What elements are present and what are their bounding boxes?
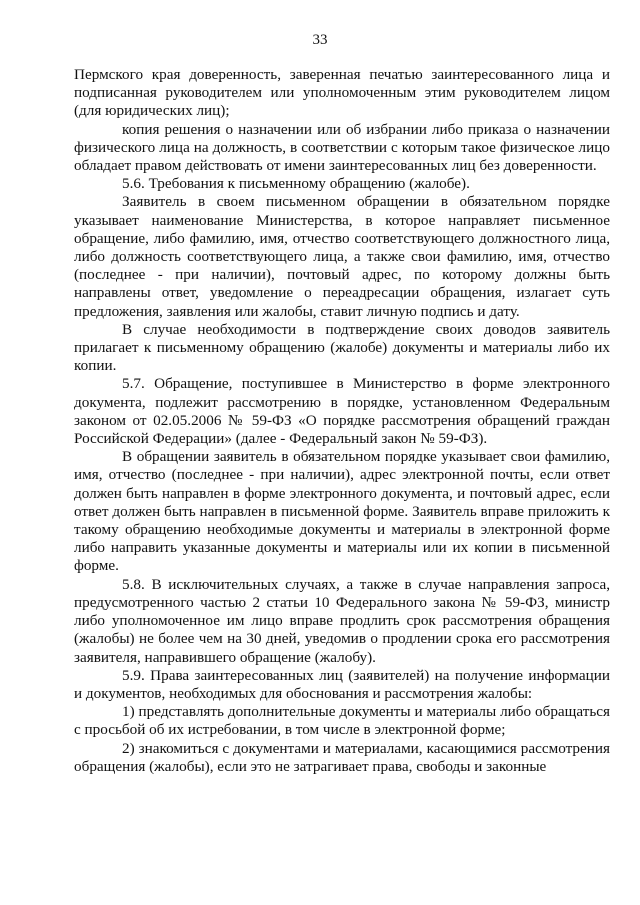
- paragraph-written-appeal-requirements: Заявитель в своем письменном обращении в обязательном порядке указывает наименование Министерства, в которое направляет письменное обращение, либо фамилию, имя, отчество соответствующего должностного лица, либо должность соответствующего лица, а также свои фамилию, имя, отчество (последнее - при наличии), почтовый адрес, по которому должны быть направлены ответ, уведомление о переадресации обращения, излагает суть предложения, заявления или жалобы, ставит личную подпись и дату.: [74, 193, 610, 320]
- paragraph-5-9-applicant-rights: 5.9. Права заинтересованных лиц (заявителей) на получение информации и документов, необходимых для обоснования и рассмотрения жалобы:: [74, 666, 610, 702]
- paragraph-supporting-documents: В случае необходимости в подтверждение своих доводов заявитель прилагает к письменному обращению (жалобе) документы и материалы либо их копии.: [74, 320, 610, 375]
- paragraph-5-7-electronic-appeal: 5.7. Обращение, поступившее в Министерство в форме электронного документа, подлежит рассмотрению в порядке, установленном Федеральным законом от 02.05.2006 № 59-ФЗ «О порядке рассмотрения обращений граждан Российской Федерации» (далее - Федеральный закон № 59-ФЗ).: [74, 375, 610, 448]
- paragraph-appointment-decision-copy: копия решения о назначении или об избрании либо приказа о назначении физического лица на должность, в соответствии с которым такое физическое лицо обладает правом действовать от имени заинтересованных лиц без доверенности.: [74, 120, 610, 175]
- section-heading-5-6: 5.6. Требования к письменному обращению (жалобе).: [122, 175, 470, 193]
- paragraph-power-of-attorney-continuation: Пермского края доверенность, заверенная печатью заинтересованного лица и подписанная руководителем или уполномоченным этим руководителем лицом (для юридических лиц);: [74, 66, 610, 120]
- page-number: 33: [312, 32, 328, 48]
- list-item-right-1: 1) представлять дополнительные документы и материалы либо обращаться с просьбой об их истребовании, в том числе в электронной форме;: [74, 703, 610, 739]
- list-item-right-2: 2) знакомиться с документами и материалами, касающимися рассмотрения обращения (жалобы), если это не затрагивает права, свободы и законные: [74, 739, 610, 775]
- paragraph-electronic-appeal-details: В обращении заявитель в обязательном порядке указывает свои фамилию, имя, отчество (последнее - при наличии), адрес электронной почты, если ответ должен быть направлен в форме электронного документа, и почтовый адрес, если ответ должен быть направлен в письменной форме. Заявитель вправе приложить к такому обращению необходимые документы и материалы в электронной форме либо направить указанные документы и материалы или их копии в письменной форме.: [74, 448, 610, 575]
- paragraph-5-8-term-extension: 5.8. В исключительных случаях, а также в случае направления запроса, предусмотренного частью 2 статьи 10 Федерального закона № 59-ФЗ, министр либо уполномоченное им лицо вправе продлить срок рассмотрения обращения (жалобы) не более чем на 30 дней, уведомив о продлении срока его рассмотрения заявителя, направившего обращение (жалобу).: [74, 575, 610, 666]
- document-body: [74, 66, 610, 776]
